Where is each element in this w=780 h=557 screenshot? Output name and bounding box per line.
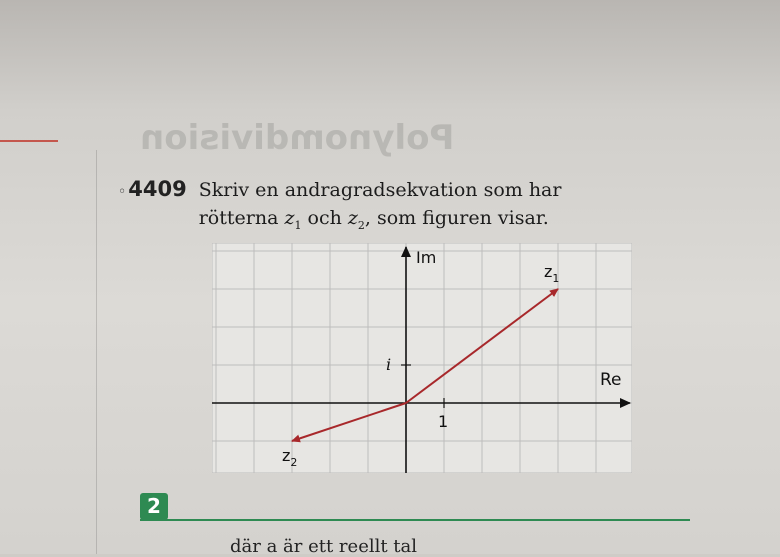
imaginary-tick-label: i bbox=[386, 355, 392, 374]
z2-subscript: 2 bbox=[357, 218, 365, 232]
exercise-line-2 bbox=[199, 204, 562, 240]
imaginary-axis-label: Im bbox=[416, 248, 437, 267]
z2-variable: z bbox=[347, 207, 358, 229]
line2-suffix: , som figuren visar. bbox=[364, 207, 549, 229]
level-2-badge: 2 bbox=[140, 493, 168, 520]
z1-variable: z bbox=[284, 207, 295, 229]
z1-label-sub: 1 bbox=[552, 272, 560, 285]
background-heading-ghost: Polynomdivision bbox=[140, 118, 455, 158]
exercise-4409 bbox=[118, 176, 561, 240]
real-axis-label: Re bbox=[600, 370, 622, 390]
z2-label-letter: z bbox=[282, 446, 291, 465]
next-exercise-text: där a är ett reellt tal bbox=[230, 536, 418, 557]
real-tick-label: 1 bbox=[438, 412, 449, 431]
exercise-marker-icon: ◦ bbox=[118, 184, 127, 200]
complex-plane-figure bbox=[212, 243, 632, 473]
margin-line bbox=[0, 140, 58, 142]
exercise-number: 4409 bbox=[128, 177, 187, 201]
z2-label-sub: 2 bbox=[290, 456, 298, 469]
grid-background bbox=[212, 243, 632, 473]
z1-subscript: 1 bbox=[294, 218, 302, 232]
and-word: och bbox=[301, 207, 348, 229]
z1-label-letter: z bbox=[544, 262, 553, 281]
exercise-line-1: Skriv en andragradsekvation som har bbox=[198, 179, 562, 201]
line2-prefix: rötterna bbox=[198, 207, 285, 229]
level-rule bbox=[140, 519, 690, 521]
exercise-text bbox=[199, 176, 562, 240]
column-rule bbox=[96, 150, 97, 554]
